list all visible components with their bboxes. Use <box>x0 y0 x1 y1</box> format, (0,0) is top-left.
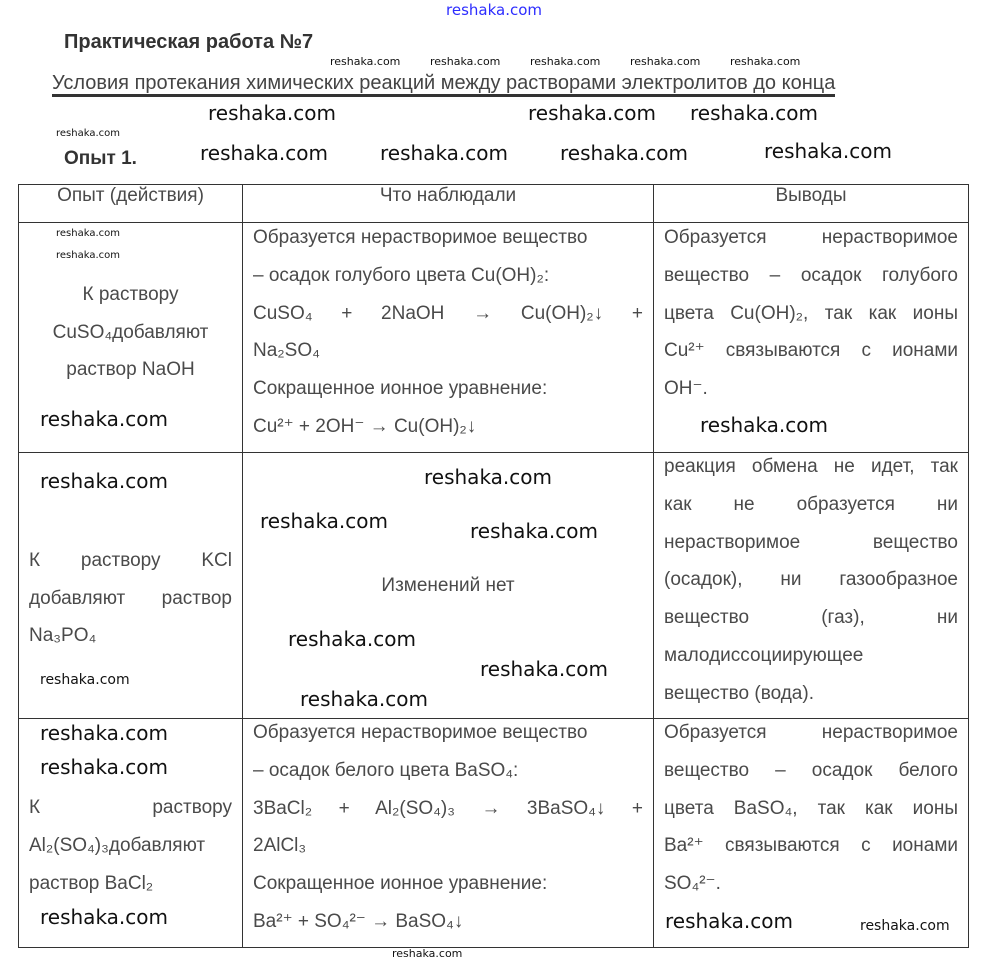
cell-line: Образуется нерастворимое вещество <box>253 227 588 248</box>
cell-line: SO₄²⁻. <box>664 873 721 895</box>
cell-line: цвета BaSO₄, так как ионы <box>664 797 958 819</box>
cell-line: Al₂(SO₄)₃добавляют <box>29 835 206 857</box>
cell-line: 2AlCl₃ <box>253 835 307 857</box>
cell-line: 3BaCl₂ + Al₂(SO₄)₃ → 3BaSO₄↓ + <box>253 797 643 819</box>
cell-line: – осадок белого цвета BaSO₄: <box>253 759 519 781</box>
watermark: reshaka.com <box>40 755 168 779</box>
cell-line: CuSO₄добавляют <box>52 321 209 343</box>
watermark: reshaka.com <box>730 55 801 68</box>
watermark: reshaka.com <box>300 687 428 711</box>
watermark: reshaka.com <box>665 909 793 933</box>
cell-line: (осадок), ни газообразное <box>664 569 958 591</box>
conclusion-cell <box>654 453 969 719</box>
watermark: reshaka.com <box>330 55 401 68</box>
watermark: reshaka.com <box>690 101 818 125</box>
cell-line: Образуется нерастворимое <box>664 227 958 248</box>
watermark: reshaka.com <box>560 141 688 165</box>
cell-line: добавляют раствор <box>29 587 232 609</box>
watermark: reshaka.com <box>630 55 701 68</box>
cell-line: вещество (газ), ни <box>664 607 958 629</box>
cell-line: реакция обмена не идет, так <box>664 456 958 477</box>
watermark: reshaka.com <box>200 141 328 165</box>
cell-line: цвета Cu(OH)₂, так как ионы <box>664 302 958 324</box>
cell-line: раствор BaCl₂ <box>29 872 154 894</box>
cell-line: раствор NaOH <box>66 359 195 381</box>
experiment-heading: Опыт 1. <box>64 148 137 169</box>
results-table <box>18 184 969 948</box>
cell-line: Изменений нет <box>381 574 515 596</box>
cell-line: К раствору KCl <box>29 549 232 571</box>
watermark: reshaka.com <box>40 672 130 688</box>
watermark: reshaka.com <box>430 55 501 68</box>
cell-line: вещество – осадок голубого <box>664 264 958 286</box>
watermark: reshaka.com <box>424 465 552 489</box>
page-title: Практическая работа №7 <box>64 31 314 53</box>
cell-line: Na₃PO₄ <box>29 625 97 647</box>
table-header-row <box>19 185 969 223</box>
cell-line: К раствору <box>29 797 232 819</box>
cell-line: Сокращенное ионное уравнение: <box>253 378 548 400</box>
cell-line: Ba²⁺ связываются с ионами <box>664 835 958 857</box>
watermark: reshaka.com <box>40 407 168 431</box>
page-subtitle: Условия протекания химических реакций между растворами электролитов до конца <box>52 72 835 97</box>
watermark: reshaka.com <box>764 139 892 163</box>
cell-line: нерастворимое вещество <box>664 531 958 553</box>
cell-line: – осадок голубого цвета Cu(OH)₂: <box>253 264 550 286</box>
watermark: reshaka.com <box>446 1 542 19</box>
watermark: reshaka.com <box>56 128 120 139</box>
cell-line: OH⁻. <box>664 378 708 400</box>
watermark: reshaka.com <box>40 469 168 493</box>
watermark: reshaka.com <box>380 141 508 165</box>
cell-line: как не образуется ни <box>664 493 958 515</box>
cell-line: Cu²⁺ связываются с ионами <box>664 340 958 362</box>
cell-line: Na₂SO₄ <box>253 340 320 362</box>
watermark: reshaka.com <box>860 918 950 934</box>
watermark: reshaka.com <box>528 101 656 125</box>
cell-line: К раствору <box>82 283 179 305</box>
header-conclusion: Выводы <box>654 185 969 223</box>
cell-line: Ba²⁺ + SO₄²⁻ → BaSO₄↓ <box>253 910 464 932</box>
watermark: reshaka.com <box>56 250 120 261</box>
watermark: reshaka.com <box>260 509 388 533</box>
cell-line: Cu²⁺ + 2OH⁻ → Cu(OH)₂↓ <box>253 415 477 437</box>
watermark: reshaka.com <box>530 55 601 68</box>
watermark: reshaka.com <box>40 721 168 745</box>
observed-cell <box>243 719 654 948</box>
watermark: reshaka.com <box>40 905 168 929</box>
cell-line: Образуется нерастворимое <box>664 722 958 743</box>
watermark: reshaka.com <box>392 947 463 960</box>
watermark: reshaka.com <box>470 519 598 543</box>
watermark: reshaka.com <box>480 657 608 681</box>
cell-line: вещество – осадок белого <box>664 759 958 781</box>
cell-line: CuSO₄ + 2NaOH → Cu(OH)₂↓ + <box>253 302 643 324</box>
header-observed: Что наблюдали <box>243 185 654 223</box>
cell-line: малодиссоциирующее <box>664 644 864 666</box>
cell-line: вещество (вода). <box>664 682 814 704</box>
header-action: Опыт (действия) <box>19 185 243 223</box>
watermark: reshaka.com <box>208 101 336 125</box>
cell-line: Образуется нерастворимое вещество <box>253 722 588 743</box>
cell-line: Сокращенное ионное уравнение: <box>253 873 548 895</box>
watermark: reshaka.com <box>56 228 120 239</box>
watermark: reshaka.com <box>700 413 828 437</box>
watermark: reshaka.com <box>288 627 416 651</box>
observed-cell <box>243 223 654 453</box>
